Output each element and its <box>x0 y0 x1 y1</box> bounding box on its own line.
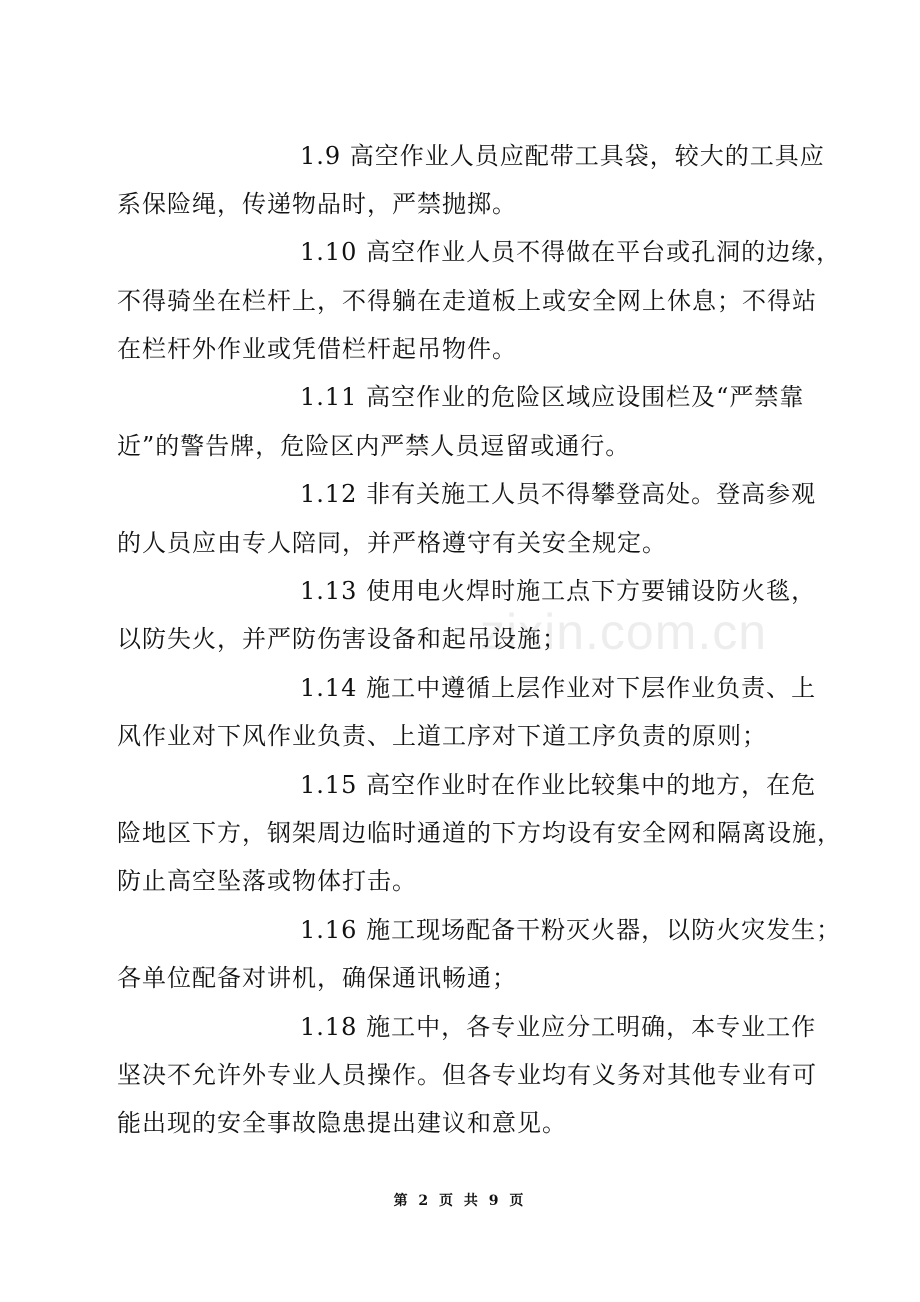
paragraph-1-10-line-1: 1.10 高空作业人员不得做在平台或孔洞的边缘， <box>300 238 842 266</box>
paragraph-1-15-line-1: 1.15 高空作业时在作业比较集中的地方，在危 <box>300 771 817 799</box>
paragraph-1-18-line-1: 1.18 施工中，各专业应分工明确，本专业工作 <box>300 1013 817 1041</box>
paragraph-1-16-line-2: 各单位配备对讲机，确保通讯畅通； <box>117 964 517 992</box>
paragraph-1-14-line-1: 1.14 施工中遵循上层作业对下层作业负责、上 <box>300 674 817 702</box>
paragraph-1-13-line-1: 1.13 使用电火焊时施工点下方要铺设防火毯， <box>300 577 817 605</box>
paragraph-1-18-line-2: 坚决不允许外专业人员操作。但各专业均有义务对其他专业有可 <box>117 1061 817 1089</box>
paragraph-1-10-line-3: 在栏杆外作业或凭借栏杆起吊物件。 <box>117 335 517 363</box>
paragraph-1-15-line-2: 险地区下方，钢架周边临时通道的下方均设有安全网和隔离设施， <box>117 819 842 847</box>
paragraph-1-14-line-2: 风作业对下风作业负责、上道工序对下道工序负责的原则； <box>117 722 767 750</box>
page-footer: 第 2 页 共 9 页 <box>393 1193 527 1209</box>
paragraph-1-11-line-1: 1.11 高空作业的危险区域应设围栏及“严禁靠 <box>300 383 805 411</box>
paragraph-1-15-line-3: 防止高空坠落或物体打击。 <box>117 867 417 895</box>
paragraph-1-18-line-3: 能出现的安全事故隐患提出建议和意见。 <box>117 1109 567 1137</box>
paragraph-1-13-line-2: 以防失火，并严防伤害设备和起吊设施； <box>117 625 567 653</box>
paragraph-1-9-line-1: 1.9 高空作业人员应配带工具袋，较大的工具应 <box>300 142 825 170</box>
paragraph-1-9-line-2: 系保险绳，传递物品时，严禁抛掷。 <box>117 190 517 218</box>
paragraph-1-11-line-2: 近”的警告牌，危险区内严禁人员逗留或通行。 <box>117 432 631 460</box>
paragraph-1-16-line-1: 1.16 施工现场配备干粉灭火器，以防火灾发生； <box>300 916 842 944</box>
paragraph-1-12-line-1: 1.12 非有关施工人员不得攀登高处。登高参观 <box>300 480 817 508</box>
paragraph-1-10-line-2: 不得骑坐在栏杆上，不得躺在走道板上或安全网上休息；不得站 <box>117 287 817 315</box>
paragraph-1-12-line-2: 的人员应由专人陪同，并严格遵守有关安全规定。 <box>117 529 667 557</box>
watermark: zixin.com.cn <box>480 604 768 660</box>
